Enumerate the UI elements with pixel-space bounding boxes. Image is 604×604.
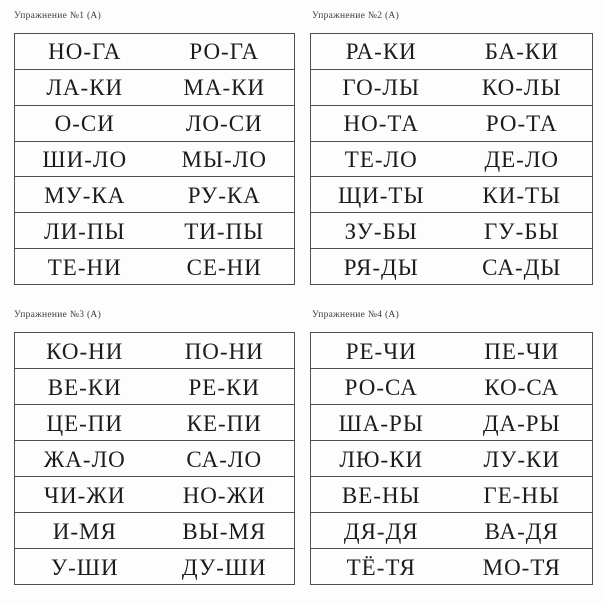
syllable-word: ЖА-ЛО [43, 446, 126, 472]
syllable-word: ТЕ-ЛО [344, 147, 418, 172]
syllable-word: ТИ-ПЫ [184, 218, 265, 244]
exercise-3-table [14, 332, 295, 585]
table-row [311, 333, 592, 369]
syllable-word: ЛЮ-КИ [339, 446, 424, 472]
syllable-word: РЯ-ДЫ [343, 254, 419, 280]
syllable-word: ША-РЫ [338, 410, 424, 436]
table-row [311, 177, 592, 213]
table-row [15, 477, 294, 513]
syllable-word: ПО-НИ [184, 338, 264, 364]
syllable-word: ЛУ-КИ [483, 446, 560, 472]
syllable-word: У-ШИ [50, 554, 119, 580]
table-row [15, 34, 294, 70]
table-row [15, 549, 294, 584]
table-row [15, 70, 294, 106]
exercise-4-title: Упражнение №4 (А) [312, 310, 400, 320]
table-row [311, 249, 592, 284]
exercise-2-title: Упражнение №2 (А) [312, 11, 400, 21]
table-row [15, 177, 294, 213]
syllable-word: ДА-РЫ [482, 410, 561, 436]
table-row [311, 549, 592, 584]
syllable-word: ЩИ-ТЫ [337, 182, 425, 208]
table-row [15, 513, 294, 549]
syllable-word: РУ-КА [187, 182, 261, 208]
table-row [311, 34, 592, 70]
syllable-word: РА-КИ [345, 39, 417, 65]
syllable-word: ЦЕ-ПИ [46, 410, 124, 436]
table-row [15, 369, 294, 405]
syllable-word: ЗУ-БЫ [344, 218, 418, 244]
table-row [15, 441, 294, 477]
syllable-word: МУ-КА [44, 182, 126, 208]
table-row [311, 477, 592, 513]
exercise-1-table [14, 33, 295, 285]
syllable-word: МА-КИ [183, 75, 266, 101]
syllable-word: НО-ГА [48, 39, 122, 65]
syllable-word: ДУ-ШИ [181, 554, 267, 580]
syllable-word: МО-ТЯ [482, 554, 561, 580]
syllable-word: ГУ-БЫ [483, 218, 560, 244]
syllable-word: ПЕ-ЧИ [484, 338, 560, 364]
syllable-word: ШИ-ЛО [42, 147, 128, 172]
table-row [15, 249, 294, 284]
table-row [311, 70, 592, 106]
syllable-word: КО-СА [484, 374, 560, 400]
syllable-word: О-СИ [54, 111, 115, 137]
table-row [311, 369, 592, 405]
syllable-word: СЕ-НИ [186, 254, 262, 280]
exercise-1-title: Упражнение №1 (А) [14, 11, 102, 21]
syllable-word: РО-ТА [485, 111, 558, 137]
table-row [15, 142, 294, 178]
syllable-word: ЧИ-ЖИ [44, 482, 126, 508]
syllable-word: ЛА-КИ [46, 75, 124, 101]
syllable-word: ВА-ДЯ [484, 518, 559, 544]
table-row [311, 213, 592, 249]
syllable-word: МЫ-ЛО [181, 147, 267, 172]
syllable-word: РО-СА [344, 374, 418, 400]
syllable-word: ВЕ-НЫ [341, 482, 421, 508]
syllable-word: НО-ТА [343, 111, 419, 137]
table-row [311, 106, 592, 142]
syllable-word: ЛО-СИ [185, 111, 263, 137]
syllable-word: КО-НИ [46, 338, 124, 364]
syllable-word: РЕ-КИ [188, 374, 260, 400]
syllable-word: ТЁ-ТЯ [346, 554, 416, 580]
table-row [15, 333, 294, 369]
syllable-word: НО-ЖИ [182, 482, 266, 508]
table-row [15, 106, 294, 142]
syllable-word: ТЕ-НИ [47, 254, 122, 280]
table-row [15, 213, 294, 249]
syllable-word: БА-КИ [484, 39, 559, 65]
exercise-2-table [310, 33, 593, 285]
syllable-word: И-МЯ [52, 518, 117, 544]
syllable-word: СА-ЛО [186, 446, 263, 472]
table-row [311, 142, 592, 178]
table-row [311, 513, 592, 549]
syllable-word: ВЫ-МЯ [182, 518, 267, 544]
syllable-word: КЕ-ПИ [186, 410, 262, 436]
exercise-3-title: Упражнение №3 (А) [14, 310, 102, 320]
table-row [311, 441, 592, 477]
syllable-word: ДЕ-ЛО [484, 147, 560, 172]
syllable-word: ГО-ЛЫ [342, 75, 421, 101]
syllable-word: КИ-ТЫ [482, 182, 562, 208]
table-row [311, 405, 592, 441]
exercise-4-table [310, 332, 593, 585]
table-row [15, 405, 294, 441]
syllable-word: СА-ДЫ [482, 254, 562, 280]
syllable-word: РЕ-ЧИ [345, 338, 417, 364]
syllable-word: ДЯ-ДЯ [343, 518, 419, 544]
syllable-word: ГЕ-НЫ [483, 482, 561, 508]
syllable-word: КО-ЛЫ [481, 75, 562, 101]
syllable-word: РО-ГА [189, 39, 260, 65]
syllable-word: ЛИ-ПЫ [43, 218, 126, 244]
syllable-word: ВЕ-КИ [47, 374, 122, 400]
